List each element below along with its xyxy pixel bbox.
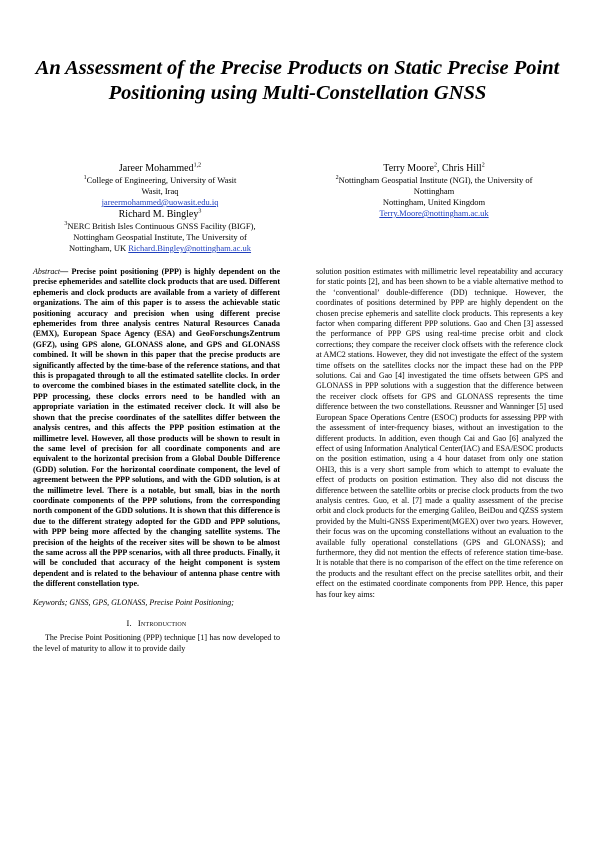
- abstract-text: — Precise point positioning (PPP) is highly dependent on the precise ephemerides and satellite clock products that are used. Different ephemeris and clock products are available from a variety of different organizations. The aim of this paper is to assess the achievable static positioning accuracy and precision when using different precise ephemerides from three analysis centres Natural Resources Canada (EMX), European Space Agency (ESA) and GeoForschungsZentrum (GFZ), using GPS alone, GLONASS alone, and GPS and GLONASS combined. It will be shown in this paper that the precise products are significantly affected by the time-base of the reference stations, and that this is propagated through to all the estimated satellite clocks. In order to overcome the combined biases in the estimated satellite clock, in the PPP processing, these clocks errors need to be handled with an appropriate variation in the estimated receiver clock. It will also be shown that the precise coordinates of the satellites differ between the analysis centres, and this affects the PPP position estimation at the millimetre level. However, all those products will be shown to result in the same level of precision for all coordinate components and are equivalent to the horizontal precision from a Global Double Difference (GDD) solution. For the horizontal coordinate component, the level of agreement between the PPP solutions, and with the GDD solution, is at the millimetre level. There is a notable, but small, bias in the north coordinate components of the PPP solutions, from the corresponding north component of the GDD solutions. It is shown that this difference is due to the different strategy adopted for the GDD and PPP solutions, with PPP being more affected by the changing satellite systems. The precision of the heights of the receiver sites will be shown to be almost the same across all the PPP scenarios, with all three products. Finally, it will be concluded that accuracy of the height component is system dependent and is related to the behaviour of antenna phase centre with the different constellation type.: [33, 267, 280, 589]
- affiliation-line: Nottingham: [413, 186, 455, 196]
- paper-title: An Assessment of the Precise Products on Static Precise Point Positioning using Multi-Constellation GNSS: [35, 57, 560, 104]
- affiliation-location: Wasit, Iraq: [141, 186, 179, 196]
- author-name: Terry Moore$^2$, Chris Hill$^2$: [383, 162, 485, 174]
- affiliation-line: Nottingham, UK Richard.Bingley@nottingham.ac.uk: [68, 243, 252, 253]
- affiliation-location: Nottingham, United Kingdom: [382, 197, 486, 207]
- affiliation: $^2$Nottingham Geospatial Institute (NGI), the University of: [335, 175, 533, 185]
- section-heading: I. Introduction: [126, 618, 187, 628]
- affiliation: $^1$College of Engineering, University of Wasit: [83, 175, 237, 185]
- email-link[interactable]: Terry.Moore@nottingham.ac.uk: [379, 208, 489, 218]
- keywords: [33, 598, 280, 608]
- author-block-left: [30, 162, 290, 254]
- intro-paragraph: The Precise Point Positioning (PPP) technique [1] has now developed to the level of maturity to allow it to provide daily: [33, 633, 280, 653]
- abstract-label: Abstract: [33, 267, 61, 276]
- right-column: [316, 267, 563, 600]
- left-column: [33, 267, 280, 654]
- author-block-right: [305, 162, 563, 219]
- email-link[interactable]: Richard.Bingley@nottingham.ac.uk: [128, 243, 252, 253]
- affiliation: $^3$NERC British Isles Continuous GNSS Facility (BIGF),: [64, 221, 256, 231]
- affiliation-line: Nottingham Geospatial Institute, The University of: [73, 232, 247, 242]
- email-link[interactable]: jareermohammed@uowasit.edu.iq: [101, 197, 219, 207]
- abstract: [33, 267, 280, 590]
- author-name: Jareer Mohammed$^{1,2}$: [118, 162, 202, 174]
- intro-continuation: solution position estimates with millimetric level repeatability and accuracy for static points [2], and has been shown to be a viable alternative method to the ‘conventional’ double-difference (DD) technique. However, the coordinates of positions determined by PPP are highly dependent on the chosen precise ephemeris and satellite clock products. This represents a key factor when comparing different PPP solutions. Gao and Chen [3] assessed the performance of PPP GPS using real-time precise orbit and clock corrections; they compare the receiver clock offsets with the reference clock at AMC2 stations. However, they did not investigate the effect of the system time offsets on the satellites clocks nor the impact these had on the PPP solutions. Cai and Gao [4] investigated the time offsets between GPS and GLONASS in PPP solutions with a suggestion that the difference between the receiver clock offsets for GPS and GLONASS represents the time difference between the two constellations. Reussner and Wanninger [5] used European Space Operations Centre (ESOC) products for assessing PPP with the assessment of inter-frequency biases, without an investigation to the different products. In addition, even though Cai and Gao [6] analyzed the effect of using Information Analytical Center(IAC) and ESA/ESOC products on the position estimation, using a 4 hour dataset from only one station OHI3, this is a very short sample from which to attempt to evaluate the effect of products on position estimation. They also did not discuss the difference between the satellite orbits or precise clock products from the two analysis centres. Guo, et al. [7] made a quality assessment of the precise orbit and clock products for the emerging Galileo, BeiDou and QZSS system provided by the Multi-GNSS Experiment(MGEX) over two years. However, their focus was on the upcoming constellations without an evaluation to the available fully operational constellations (GPS and GLONASS); and furthermore, they did not mention the effects of reference station time-base. It is notable that there is no comparison of the effect on the time reference on the products and the resultant effect on the precise satellites orbit, and their effect on the estimated coordinate components from PPP. Hence, this paper has four key aims:: [316, 267, 563, 599]
- author-name: Richard M. Bingley$^3$: [118, 208, 202, 220]
- keywords-text: GNSS, GPS, GLONASS, Precise Point Positioning;: [69, 597, 234, 607]
- keywords-label: Keywords;: [33, 597, 68, 607]
